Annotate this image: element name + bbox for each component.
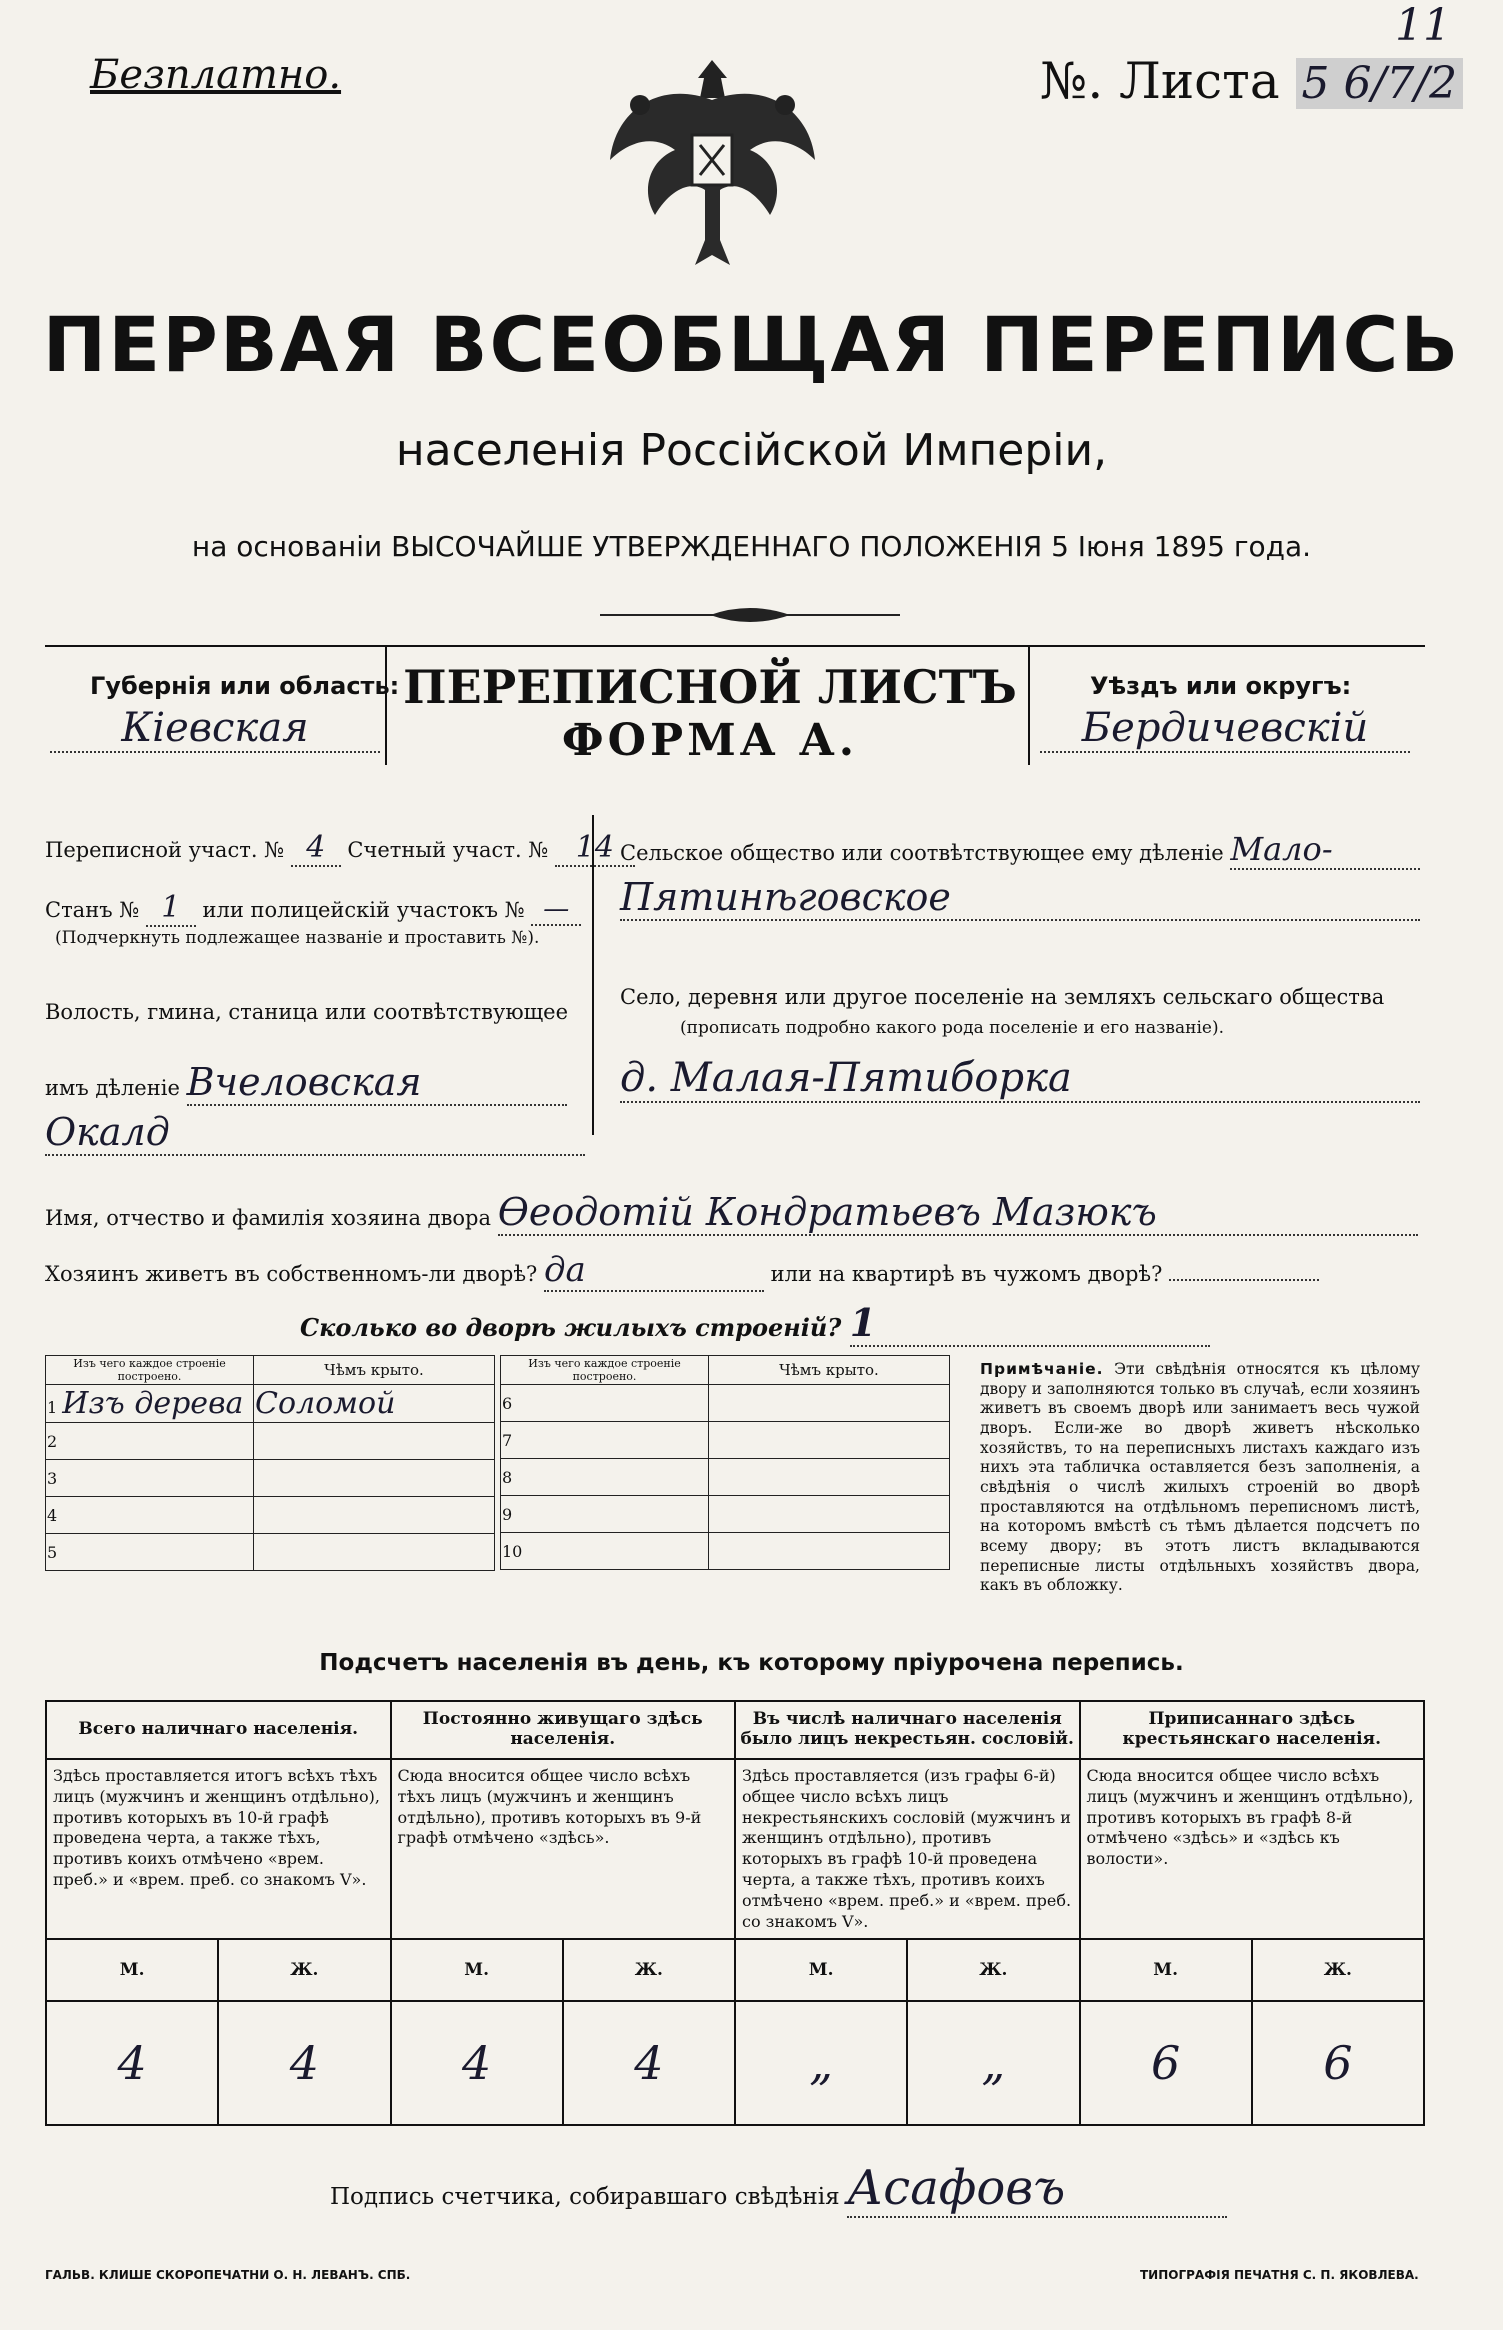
table-row: 7 <box>501 1422 709 1459</box>
material-header: Изъ чего каждое строеніе построено. <box>46 1356 254 1385</box>
free-label: Безплатно. <box>90 52 342 98</box>
count-district-value: 14 <box>555 830 635 867</box>
male-label: М. <box>46 1939 218 2001</box>
population-col-desc: Сюда вносится общее число всѣхъ лицъ (мужчинъ и женщинъ отдѣльно), противъ которыхъ въ графѣ 8-й отмѣчено «здѣсь» и «здѣсь къ волости». <box>1080 1759 1425 1939</box>
female-count: 4 <box>218 2001 390 2125</box>
roof-cell <box>709 1385 950 1422</box>
sheet-number-row <box>1040 52 1463 110</box>
population-col-desc: Здѣсь проставляется (изъ графы 6-й) общее число всѣхъ лицъ некрестьянскихъ сословій (мужчинъ и женщинъ отдѣльно), противъ которыхъ въ графѣ 10-й проведена черта, а также тѣхъ, противъ коихъ отмѣчено «врем. преб.» и «врем. преб. со знакомъ V». <box>735 1759 1080 1939</box>
police-label: или полицейскій участокъ № <box>202 898 525 922</box>
village-value: д. Малая-Пятиборка <box>620 1055 1420 1103</box>
village-label: Село, деревня или другое поселеніе на земляхъ сельскаго общества <box>620 985 1385 1009</box>
guberniya-value: Кіевская <box>50 705 380 753</box>
population-heading: Подсчетъ населенія въ день, къ которому пріурочена перепись. <box>319 1650 1184 1676</box>
table-row: 4 <box>46 1497 254 1534</box>
table-row: 9 <box>501 1496 709 1533</box>
population-col-desc: Сюда вносится общее число всѣхъ тѣхъ лицъ (мужчинъ и женщинъ отдѣльно), противъ которыхъ въ 9-й графѣ отмѣчено «здѣсь». <box>391 1759 736 1939</box>
form-title: ПЕРЕПИСНОЙ ЛИСТЪ <box>403 660 1017 714</box>
owner-row <box>45 1190 1425 1236</box>
society-value-2: Пятинѣговское <box>620 875 1420 921</box>
rent-value <box>1169 1279 1319 1281</box>
buildings-label: Сколько во дворѣ жилыхъ строеній? <box>300 1313 842 1342</box>
population-col-desc: Здѣсь проставляется итогъ всѣхъ тѣхъ лицъ (мужчинъ и женщинъ отдѣльно), противъ которыхъ въ 10-й графѣ проведена черта, а также тѣхъ, противъ коихъ отмѣчено «врем. преб.» и «врем. преб. со знакомъ V». <box>46 1759 391 1939</box>
volost-label: Волость, гмина, станица или соотвѣтствующее <box>45 1000 569 1024</box>
society-label: Сельское общество или соотвѣтствующее ему дѣленіе <box>620 841 1224 865</box>
signature-label: Подпись счетчика, собиравшаго свѣдѣнія <box>330 2184 840 2210</box>
roof-cell <box>709 1422 950 1459</box>
male-label: М. <box>391 1939 563 2001</box>
form-header-divider-right <box>1028 645 1030 765</box>
count-district-label: Счетный участ. № <box>347 838 549 862</box>
rent-label: или на квартирѣ въ чужомъ дворѣ? <box>770 1262 1163 1286</box>
form-header-divider-left <box>385 645 387 765</box>
volost-value: Вчеловская <box>187 1060 567 1106</box>
population-col-title: Въ числѣ наличнаго населенія было лицъ некрестьян. сословій. <box>735 1701 1080 1759</box>
male-count: 4 <box>46 2001 218 2125</box>
ornament-divider <box>600 605 900 625</box>
roof-cell <box>709 1533 950 1570</box>
female-label: Ж. <box>218 1939 390 2001</box>
own-yard-value: да <box>544 1250 764 1292</box>
signature-value: Асафовъ <box>847 2160 1227 2218</box>
form-name: ФОРМА А. <box>561 715 859 766</box>
guberniya-label: Губернія или область: <box>90 672 400 700</box>
male-label: М. <box>1080 1939 1252 2001</box>
own-yard-row <box>45 1250 1425 1292</box>
footer-right: ТИПОГРАФІЯ ПЕЧАТНЯ С. П. ЯКОВЛЕВА. <box>1140 2268 1419 2282</box>
uezd-label: Уѣздъ или округъ: <box>1090 672 1352 700</box>
census-district-row <box>45 830 614 867</box>
roof-cell <box>254 1460 495 1497</box>
roof-cell <box>709 1459 950 1496</box>
roof-cell <box>254 1423 495 1460</box>
footer-left: ГАЛЬВ. КЛИШЕ СКОРОПЕЧАТНИ О. Н. ЛЕВАНЪ. СПБ. <box>45 2268 411 2282</box>
male-count: 4 <box>391 2001 563 2125</box>
subtitle: населенія Россійской Имперіи, <box>395 425 1108 476</box>
roof-cell: Соломой <box>254 1385 495 1423</box>
volost-label-2: имъ дѣленіе <box>45 1076 180 1100</box>
buildings-value: 1 <box>850 1300 1210 1347</box>
table-row: 3 <box>46 1460 254 1497</box>
police-value: — <box>531 894 581 926</box>
owner-value: Ѳеодотій Кондратьевъ Мазюкъ <box>498 1190 1418 1236</box>
buildings-table-left <box>45 1355 495 1571</box>
form-header-top-rule <box>45 645 1425 647</box>
volost-value-2: Окалд <box>45 1110 585 1156</box>
uezd-value: Бердичевскій <box>1040 705 1410 753</box>
village-note: (прописать подробно какого рода поселеніе и его названіе). <box>680 1018 1224 1038</box>
signature-row <box>330 2160 1227 2218</box>
population-table <box>45 1700 1425 2126</box>
male-count: „ <box>735 2001 907 2125</box>
table-row: 2 <box>46 1423 254 1460</box>
population-col-title: Всего наличнаго населенія. <box>46 1701 391 1759</box>
roof-cell <box>254 1497 495 1534</box>
female-count: „ <box>907 2001 1079 2125</box>
note-block <box>980 1360 1420 1596</box>
table-row: 10 <box>501 1533 709 1570</box>
volost-row <box>45 1060 585 1106</box>
table-row: 5 <box>46 1534 254 1571</box>
society-row <box>620 830 1420 870</box>
society-value: Мало- <box>1230 830 1420 870</box>
owner-label: Имя, отчество и фамилія хозяина двора <box>45 1206 492 1230</box>
roof-header: Чѣмъ крыто. <box>254 1356 495 1385</box>
female-label: Ж. <box>1252 1939 1424 2001</box>
table-row: 8 <box>501 1459 709 1496</box>
buildings-row <box>300 1300 1210 1347</box>
female-label: Ж. <box>563 1939 735 2001</box>
stan-label: Станъ № <box>45 898 140 922</box>
roof-header: Чѣмъ крыто. <box>709 1356 950 1385</box>
female-count: 6 <box>1252 2001 1424 2125</box>
basis-text: на основаніи ВЫСОЧАЙШЕ УТВЕРЖДЕННАГО ПОЛОЖЕНІЯ 5 Іюня 1895 года. <box>191 530 1312 563</box>
buildings-table-right <box>500 1355 950 1570</box>
roof-cell <box>254 1534 495 1571</box>
census-district-value: 4 <box>291 830 341 867</box>
table-row: 1 Изъ дерева <box>46 1385 254 1423</box>
stan-row <box>45 890 585 927</box>
stan-value: 1 <box>146 890 196 927</box>
note-text: Эти свѣдѣнія относятся къ цѣлому двору и заполняются только въ случаѣ, если хозяинъ живетъ въ своемъ дворѣ или занимаетъ весь чужой дворъ. Если-же во дворѣ живетъ нѣсколько хозяйствъ, то на переписныхъ листахъ каждаго изъ нихъ эта табличка оставляется безъ заполненія, а свѣдѣнія о числѣ жилыхъ строеній во дворѣ проставляются на отдѣльномъ переписномъ листѣ, на которомъ вмѣстѣ съ тѣмъ дѣлается подсчетъ по всему двору; въ этотъ листъ вкладываются переписные листы отдѣльныхъ хозяйствъ двора, какъ въ обложку. <box>980 1360 1420 1595</box>
sheet-number-value: 5 6/7/2 <box>1296 58 1464 109</box>
male-count: 6 <box>1080 2001 1252 2125</box>
table-row: 6 <box>501 1385 709 1422</box>
female-count: 4 <box>563 2001 735 2125</box>
own-yard-label: Хозяинъ живетъ въ собственномъ-ли дворѣ? <box>45 1262 538 1286</box>
male-label: М. <box>735 1939 907 2001</box>
sheet-number-label: №. Листа <box>1040 52 1280 110</box>
female-label: Ж. <box>907 1939 1079 2001</box>
population-col-title: Приписаннаго здѣсь крестьянскаго населенія. <box>1080 1701 1425 1759</box>
census-district-label: Переписной участ. № <box>45 838 285 862</box>
population-col-title: Постоянно живущаго здѣсь населенія. <box>391 1701 736 1759</box>
corner-mark: 11 <box>1395 0 1451 51</box>
material-header: Изъ чего каждое строеніе построено. <box>501 1356 709 1385</box>
eagle-emblem-icon <box>600 40 825 285</box>
roof-cell <box>709 1496 950 1533</box>
note-title: Примѣчаніе. <box>980 1360 1104 1378</box>
stan-note: (Подчеркнуть подлежащее названіе и проставить №). <box>55 928 540 948</box>
page-title: ПЕРВАЯ ВСЕОБЩАЯ ПЕРЕПИСЬ <box>42 300 1461 389</box>
